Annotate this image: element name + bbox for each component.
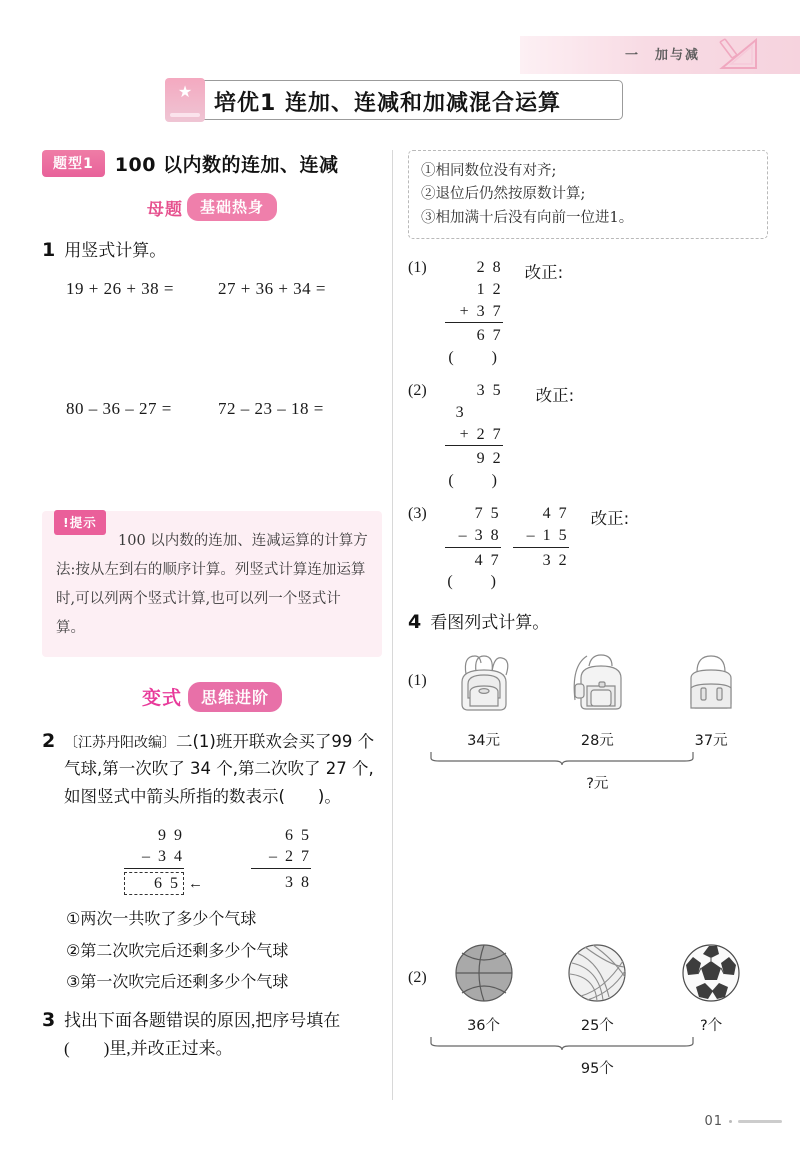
equation: 80 – 36 – 27 = [66, 398, 172, 418]
soccer-ball-icon [679, 941, 743, 1005]
problem-1-calc [445, 257, 503, 368]
question-3-text: 找出下面各题错误的原因,把序号填在( )里,并改正过来。 [64, 1011, 341, 1058]
question-2-options [42, 903, 382, 997]
question-2 [42, 728, 382, 811]
calc-result: 9 2 [476, 450, 503, 468]
question-2-source: 〔江苏丹阳改编〕 [64, 734, 176, 751]
question-4-sub-1 [408, 644, 768, 793]
equation: 19 + 26 + 38 = [66, 278, 175, 298]
question-3-number: 3 [42, 1009, 56, 1032]
unit-title: 一 加与减 [624, 48, 700, 63]
satchel-icon [673, 644, 749, 720]
section-badge: 题型1 [42, 150, 105, 177]
calc-right-top: 6 5 [285, 826, 311, 844]
problem-3-calc-a [445, 503, 501, 592]
reason-3: ③相加满十后没有向前一位进1。 [421, 209, 634, 226]
sub-2-label: (2) [408, 969, 427, 987]
question-1-equations-row-1 [42, 279, 382, 299]
right-column [408, 150, 768, 1078]
page-title: 培优1 连加、连减和加减混合运算 [214, 91, 561, 116]
calc-line: 3 5 [476, 382, 503, 400]
question-1-equations-row-2 [42, 399, 382, 419]
backpack-row [427, 644, 768, 750]
question-2-calculations [42, 825, 382, 896]
calc-result: 3 2 [542, 551, 569, 569]
reason-2: ②退位后仍然按原数计算; [421, 186, 586, 203]
problem-2-correct-label: 改正: [535, 386, 575, 406]
question-1-number: 1 [42, 239, 56, 261]
ball-row [427, 941, 768, 1035]
triangle-ruler-icon [712, 36, 760, 72]
question-3 [42, 1007, 382, 1062]
footer-dot [729, 1120, 732, 1123]
calc-line: + 3 7 [445, 301, 503, 324]
variant-label: 变式 [141, 687, 182, 710]
brace-icon [427, 1035, 697, 1051]
calc-line: 1 2 [476, 281, 503, 299]
page-footer [704, 1114, 782, 1129]
problem-1-label: (1) [408, 259, 427, 277]
muti-label: 母题 [146, 199, 183, 220]
warmup-pill: 基础热身 [187, 193, 277, 221]
volleyball-count: 25个 [580, 1018, 614, 1035]
mother-question-label [42, 193, 382, 221]
answer-blank[interactable]: ( ) [447, 573, 498, 591]
question-2-number: 2 [42, 729, 56, 752]
backpack-price: 28元 [580, 733, 614, 750]
answer-blank[interactable]: ( ) [448, 471, 499, 489]
question-1-text: 用竖式计算。 [64, 241, 167, 260]
problem-3 [408, 503, 768, 592]
page-number: 01 [704, 1114, 723, 1129]
question-2-text: 二(1)班开联欢会买了99 个气球,第一次吹了 34 个,第二次吹了 27 个,如图竖式中箭头所指的数表示( )。 [64, 731, 375, 806]
calc-line: 4 7 [542, 505, 569, 523]
backpack-icon [446, 644, 522, 720]
footer-bar [738, 1120, 782, 1123]
tip-box [42, 511, 382, 657]
calc-left-top: 9 9 [158, 826, 184, 844]
calc-left [124, 825, 203, 896]
calc-left-op: – 3 4 [124, 846, 184, 869]
variant-label-row [42, 682, 382, 712]
calc-line: + 2 7 [445, 424, 503, 447]
tip-text: 100 以内数的连加、连减运算的计算方法:按从左到右的顺序计算。列竖式计算连加运算时,可以列两个竖式计算,也可以列一个竖式计算。 [56, 532, 368, 636]
calc-line: – 1 5 [513, 525, 569, 548]
calc-right-result: 3 8 [285, 873, 311, 891]
calc-result: 6 7 [476, 327, 503, 345]
soccer-count: ?个 [700, 1018, 723, 1035]
calc-result: 4 7 [474, 551, 501, 569]
ball-total: 95个 [580, 1061, 614, 1078]
problem-3-calc-b [513, 503, 569, 592]
volleyball-icon [565, 941, 629, 1005]
option-3[interactable]: ③第一次吹完后还剩多少个气球 [66, 971, 289, 991]
problem-3-label: (3) [408, 505, 427, 523]
problem-1-correct-label: 改正: [524, 263, 564, 283]
reasons-box [408, 150, 768, 239]
calc-left-result: 6 5 [124, 872, 184, 896]
problem-3-correct-label: 改正: [590, 509, 630, 529]
tip-badge: !提示 [54, 510, 106, 535]
question-1 [42, 237, 382, 265]
left-column [42, 150, 382, 1062]
calc-right [251, 825, 311, 896]
section-title: 100 以内数的连加、连减 [114, 154, 339, 176]
option-1[interactable]: ①两次一共吹了多少个气球 [66, 909, 257, 929]
basketball-count: 36个 [467, 1018, 501, 1035]
section-heading [42, 150, 382, 177]
reason-1: ①相同数位没有对齐; [421, 163, 557, 179]
question-4 [408, 609, 768, 637]
equation: 27 + 36 + 34 = [218, 278, 327, 298]
equation: 72 – 23 – 18 = [218, 398, 324, 418]
calc-line: 3 [455, 404, 466, 422]
sub-1-label: (1) [408, 672, 427, 690]
question-4-sub-2 [408, 941, 768, 1078]
problem-2-label: (2) [408, 382, 427, 400]
satchel-price: 37元 [694, 733, 728, 750]
question-4-number: 4 [408, 610, 422, 633]
star-icon: ★ [165, 78, 205, 122]
arrow-left-icon: ← [188, 875, 203, 892]
calc-line: – 3 8 [445, 525, 501, 548]
question-4-text: 看图列式计算。 [430, 612, 550, 632]
problem-2-calc [445, 380, 514, 491]
basketball-icon [452, 941, 516, 1005]
variant-pill: 思维进阶 [188, 682, 282, 712]
problem-1 [408, 257, 768, 368]
calc-line: 2 8 [476, 259, 503, 277]
backpack-total: ?元 [586, 776, 609, 793]
calc-line: 7 5 [474, 505, 501, 523]
option-2[interactable]: ②第二次吹完后还剩多少个气球 [66, 940, 289, 960]
brace-icon [427, 750, 697, 766]
calc-right-op: – 2 7 [251, 846, 311, 869]
column-divider [392, 150, 393, 1100]
problem-2 [408, 380, 768, 491]
backpack-icon [559, 644, 635, 720]
answer-blank[interactable]: ( ) [448, 348, 499, 366]
backpack-price: 34元 [467, 733, 501, 750]
